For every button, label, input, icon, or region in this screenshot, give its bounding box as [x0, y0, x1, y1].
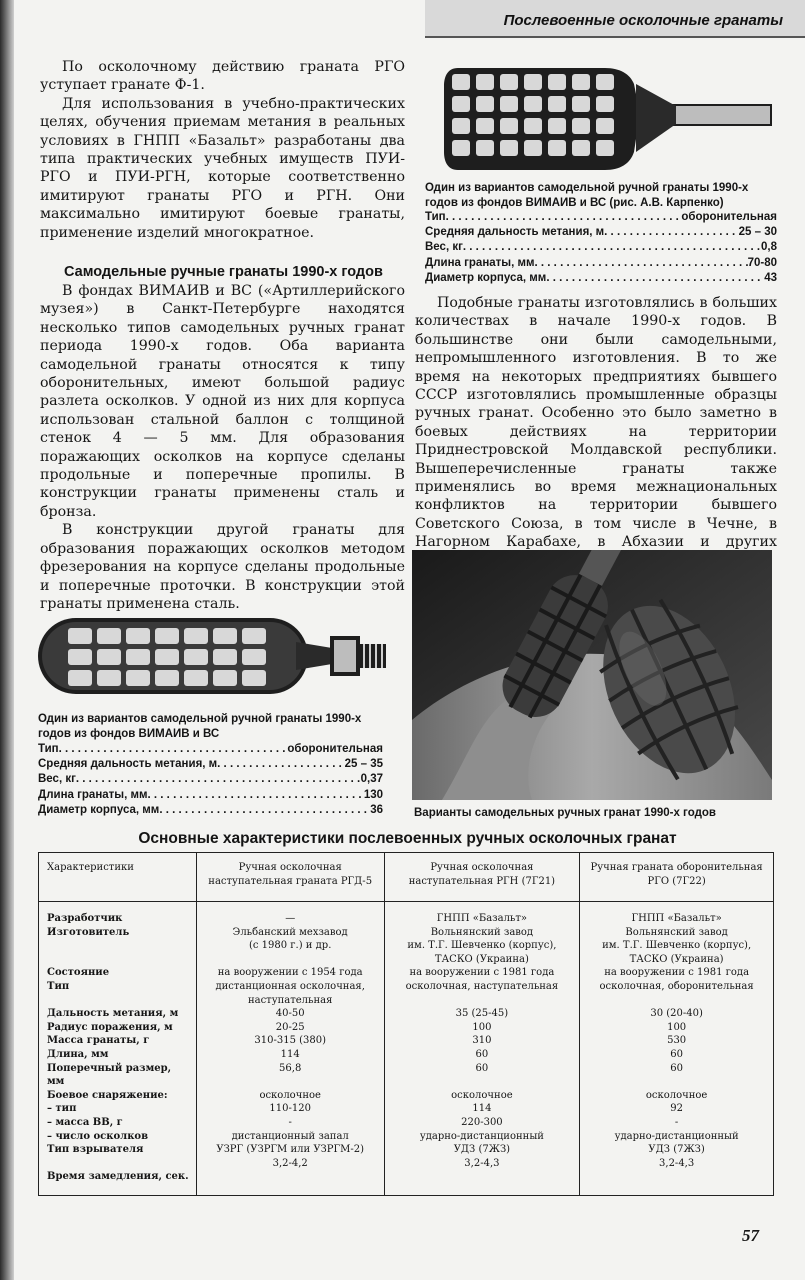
table-value: на вооружении с 1954 года — [217, 967, 363, 979]
table-value: на вооружении с 1981 года — [409, 967, 555, 979]
rgo-column-cell — [580, 902, 774, 1196]
table-value: 60 — [670, 1062, 683, 1074]
spec-row — [425, 271, 777, 286]
characteristics-table-wrap — [38, 852, 774, 1196]
spec-value: 36 — [370, 803, 383, 816]
spec-row — [38, 788, 383, 803]
row-label: Длина, мм — [47, 1048, 109, 1060]
grenade-drawing-cylinder — [34, 612, 394, 707]
row-label — [47, 953, 192, 967]
paragraph: Подобные гранаты изготовлялись в больших количествах в начале 1990-х годов. В большинстве они были самодельными, непромышленного изготовления. В то же время на некоторых предприятиях бывшего СССР изготовлялись промышленные образцы ручных гранат. Особенно это было заметно в боевых действиях на территории Приднестровской Молдавской республики. Вышеперечисленные гранаты также применялись во время межнациональных конфликтов на территории бывшего Советского Союза, в том числе в Чечне, в Нагорном Карабахе, в Абхазии и других — [415, 295, 777, 551]
table-row — [39, 902, 774, 1196]
rgn-column-cell — [384, 902, 580, 1196]
table-value: 110-120 — [269, 1103, 311, 1115]
spec-label: Вес, кг — [425, 241, 463, 254]
table-value: 100 — [472, 1021, 492, 1033]
table-value — [584, 1075, 769, 1089]
left-intro-text — [40, 58, 405, 242]
table-value: 100 — [667, 1021, 687, 1033]
right-text — [415, 294, 777, 570]
grenade-drawing-ovoid — [440, 64, 780, 176]
spec-row — [38, 742, 383, 757]
table-value — [389, 994, 576, 1008]
table-value: на вооружении с 1981 года — [604, 967, 750, 979]
table-value: осколочная, оборонительная — [599, 980, 754, 992]
spec-value: 43 — [764, 271, 777, 284]
table-value: осколочное — [259, 1089, 321, 1101]
table-title: Основные характеристики послевоенных ручных осколочных гранат — [138, 830, 677, 847]
spec-value: оборонительная — [287, 743, 383, 755]
spec-label: Средняя дальность метания, м — [38, 758, 218, 771]
table-value: ГНПП «Базальт» — [631, 913, 722, 924]
table-value: 310-315 (380) — [254, 1035, 326, 1047]
table-value: 3,2-4,2 — [272, 1157, 308, 1169]
spec-label: Вес, кг — [38, 773, 76, 786]
table-value: ТАСКО (Украина) — [434, 953, 529, 965]
row-label — [47, 994, 192, 1008]
spec-value: 25 – 30 — [738, 226, 777, 239]
table-header-row — [39, 853, 774, 902]
row-label — [47, 939, 192, 953]
table-value: — — [285, 913, 296, 924]
row-label: Время замедления, сек. — [47, 1171, 189, 1183]
right-spec-list — [425, 210, 777, 286]
table-value: дистанционная осколочная, — [215, 980, 365, 992]
row-label: Поперечный размер, мм — [47, 1062, 172, 1088]
row-labels-cell — [39, 902, 197, 1196]
left-spec-list — [38, 742, 383, 818]
page-number: 57 — [742, 1226, 759, 1245]
left-figure-caption: Один из вариантов самодельной ручной гранаты 1990-х годов из фондов ВИМАИВ и ВС — [38, 713, 362, 741]
paragraph: По осколочному действию граната РГО уступает гранате Ф-1. — [40, 59, 405, 94]
table-value: осколочная, наступательная — [405, 980, 559, 992]
table-value: ударно-дистанционный — [419, 1130, 544, 1142]
table-value: - — [674, 1116, 679, 1128]
row-label: – масса ВВ, г — [47, 1116, 123, 1128]
spec-label: Тип — [425, 211, 446, 223]
table-value: 3,2-4,3 — [464, 1157, 500, 1169]
grenades-photo-illustration — [412, 550, 772, 800]
spec-value: 70-80 — [747, 256, 777, 269]
section-title: Послевоенные осколочные гранаты — [503, 12, 783, 29]
spec-row — [38, 772, 383, 787]
table-value: 35 (25-45) — [455, 1008, 509, 1020]
section-heading: Самодельные ручные гранаты 1990-х годов — [64, 264, 383, 280]
row-label: Изготовитель — [47, 926, 130, 938]
row-label: Разработчик — [47, 913, 123, 924]
spec-row — [38, 803, 383, 818]
table-value: 60 — [670, 1048, 683, 1060]
table-value: 114 — [472, 1103, 492, 1115]
spec-row — [38, 757, 383, 772]
row-label: – тип — [47, 1103, 77, 1115]
row-label: Состояние — [47, 967, 110, 979]
table-value — [389, 1075, 576, 1089]
row-label: Тип — [47, 980, 70, 992]
table-value: 60 — [475, 1048, 489, 1060]
characteristics-table — [38, 852, 774, 1196]
row-label — [47, 1157, 192, 1171]
table-header-cell: Ручная граната оборонительная РГО (7Г22) — [580, 853, 774, 902]
table-value: ТАСКО (Украина) — [629, 953, 724, 965]
table-value: 3,2-4,3 — [659, 1157, 695, 1169]
table-header-cell: Ручная осколочная наступательная граната РГД-5 — [196, 853, 384, 902]
table-value: 114 — [280, 1048, 300, 1060]
spec-label: Средняя дальность метания, м — [425, 226, 605, 239]
table-value: ГНПП «Базальт» — [436, 913, 528, 924]
table-value: дистанционный запал — [231, 1130, 349, 1142]
table-header-cell: Характеристики — [39, 853, 197, 902]
table-value: Вольнянский завод — [430, 926, 534, 938]
spec-value: 0,8 — [761, 241, 777, 254]
table-value: УДЗ (7ЖЗ) — [453, 1144, 511, 1156]
table-value: наступательная — [247, 994, 333, 1006]
table-header-cell: Ручная осколочная наступательная РГН (7Г21) — [384, 853, 580, 902]
table-value: 220-300 — [461, 1116, 503, 1128]
row-label: Дальность метания, м — [47, 1008, 179, 1020]
table-value: - — [288, 1116, 292, 1128]
table-value: 40-50 — [275, 1008, 305, 1020]
table-value: 530 — [667, 1035, 687, 1047]
spec-label: Диаметр корпуса, мм — [425, 271, 547, 284]
table-value — [201, 1075, 380, 1089]
grenades-photo — [412, 550, 772, 800]
paragraph: В конструкции другой гранаты для образования поражающих осколков методом фрезерования на корпусе сделаны продольные и поперечные проточки. В конструкции этой гранаты применена сталь. — [40, 522, 405, 612]
spec-label: Длина гранаты, мм — [38, 788, 148, 801]
row-label: Тип взрывателя — [47, 1144, 144, 1156]
rgd5-column-cell — [196, 902, 384, 1196]
table-value — [201, 953, 380, 967]
spec-value: 25 – 35 — [344, 758, 383, 771]
table-value: (с 1980 г.) и др. — [248, 940, 332, 952]
table-value: 20-25 — [275, 1021, 305, 1033]
photo-caption: Варианты самодельных ручных гранат 1990-х годов — [414, 807, 716, 819]
table-value: 310 — [472, 1035, 492, 1047]
table-value: Эльбанский мехзавод — [232, 926, 348, 938]
spec-row — [425, 256, 777, 271]
spec-value: 0,37 — [360, 773, 383, 786]
running-header — [425, 0, 805, 38]
spec-value: оборонительная — [681, 211, 777, 223]
spec-label: Диаметр корпуса, мм — [38, 803, 160, 816]
spec-value: 130 — [363, 788, 383, 801]
paragraph: В фондах ВИМАИВ и ВС («Артиллерийского музея») в Санкт-Петербурге находятся несколько типов самодельных ручных гранат периода 1990-х годов. Оба варианта самодельной гранаты относятся к типу оборонительных, имеют большой радиус разлета осколков. У одной из них для корпуса использован стальной баллон с толщиной стенок 4 — 5 мм. Для образования поражающих осколков на корпусе сделаны продольные и поперечные пропилы. В конструкции гранаты применены сталь и бронза. — [40, 283, 405, 520]
table-value — [584, 994, 769, 1008]
table-value: УЗРГ (УЗРГМ или УЗРГМ-2) — [216, 1144, 365, 1156]
table-value: Вольнянский завод — [625, 926, 728, 938]
page-binding-shadow — [0, 0, 14, 1280]
spec-row — [425, 240, 777, 255]
row-label: Боевое снаряжение: — [47, 1089, 168, 1101]
table-value: ударно-дистанционный — [614, 1130, 739, 1142]
paragraph: Для использования в учебно-практических целях, обучения приемам метания в реальных условиях в ГНПП «Базальт» разработаны два типа практических учебных имуществ ПУИ-РГО и ПУИ-РГН, которые соответственно имитируют гранаты РГО и РГН. Они максимально имитируют боевые гранаты, применение изделий многократное. — [40, 95, 405, 241]
table-value: 92 — [670, 1103, 683, 1115]
table-value: им. Т.Г. Шевченко (корпус), — [602, 940, 752, 952]
right-figure-caption: Один из вариантов самодельной ручной гранаты 1990-х годов из фондов ВИМАИВ и ВС (рис. А.В. Карпенко) — [425, 182, 749, 210]
spec-label: Длина гранаты, мм — [425, 256, 535, 269]
table-value: 30 (20-40) — [650, 1008, 703, 1020]
left-section-text — [40, 282, 405, 613]
table-value: УДЗ (7ЖЗ) — [648, 1144, 705, 1156]
table-value: осколочное — [451, 1089, 513, 1101]
spec-row — [425, 225, 777, 240]
row-label: – число осколков — [47, 1130, 149, 1142]
spec-row — [425, 210, 777, 225]
table-value: 60 — [475, 1062, 489, 1074]
table-value: им. Т.Г. Шевченко (корпус), — [407, 940, 557, 952]
table-value: 56,8 — [279, 1062, 302, 1074]
table-value: осколочное — [645, 1089, 708, 1101]
row-label: Масса гранаты, г — [47, 1035, 150, 1047]
spec-label: Тип — [38, 743, 59, 755]
row-label: Радиус поражения, м — [47, 1021, 173, 1033]
